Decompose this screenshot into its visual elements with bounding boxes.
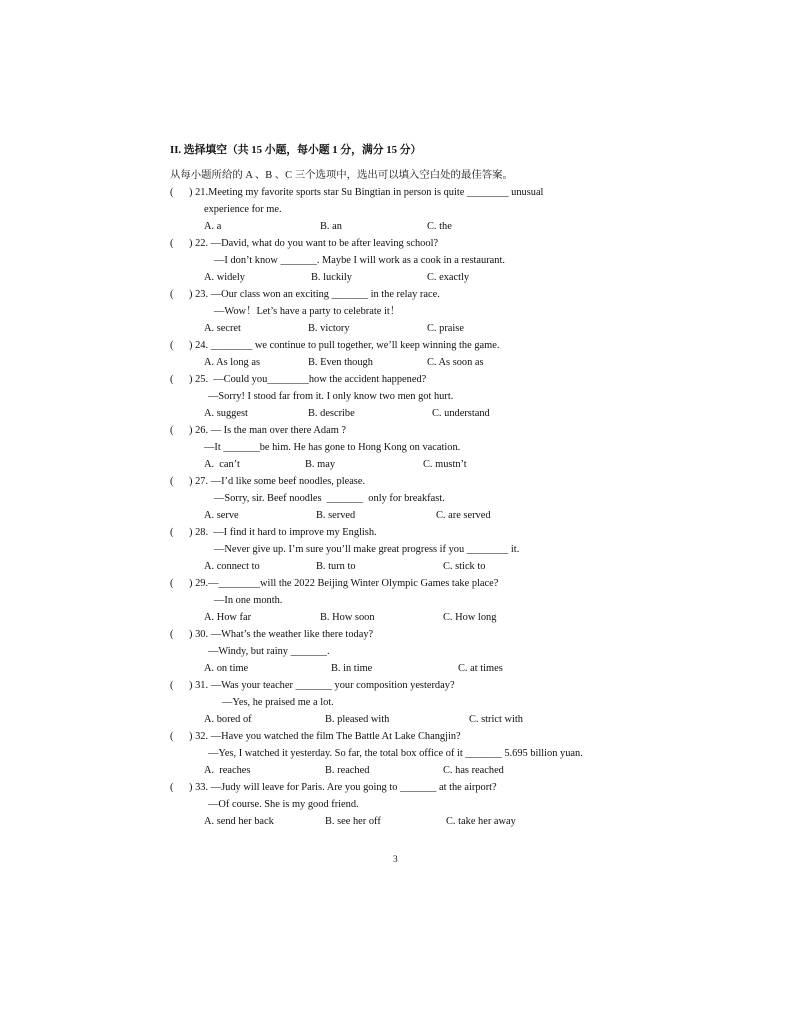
question-continuation: [170, 796, 640, 813]
question-stem: [170, 371, 640, 388]
options-row: [170, 711, 640, 728]
question-text: —Windy, but rainy _______.: [208, 646, 330, 657]
question-stem: [170, 286, 640, 303]
option-a[interactable]: A. serve: [204, 510, 239, 521]
option-b[interactable]: B. How soon: [320, 612, 375, 623]
question-text: —Never give up. I’m sure you’ll make great progress if you ________ it.: [214, 544, 520, 555]
question-stem: [170, 235, 640, 252]
question-stem: [170, 473, 640, 490]
question-text: 21.Meeting my favorite sports star Su Bingtian in person is quite ________ unusual: [195, 187, 544, 198]
options-row: [170, 558, 640, 575]
option-a[interactable]: A. bored of: [204, 714, 252, 725]
answer-bracket[interactable]: ( ): [170, 629, 196, 640]
option-b[interactable]: B. Even though: [308, 357, 373, 368]
question-item: [170, 779, 640, 830]
question-text: —It _______be him. He has gone to Hong Kong on vacation.: [204, 442, 461, 453]
options-row: [170, 762, 640, 779]
answer-bracket[interactable]: ( ): [170, 527, 196, 538]
question-stem: [170, 337, 640, 354]
option-b[interactable]: B. see her off: [325, 816, 381, 827]
option-c[interactable]: C. has reached: [443, 765, 504, 776]
option-a[interactable]: A. can’t: [204, 459, 240, 470]
question-item: [170, 626, 640, 677]
question-stem: [170, 626, 640, 643]
option-a[interactable]: A. secret: [204, 323, 241, 334]
question-continuation: [170, 745, 640, 762]
option-c[interactable]: C. How long: [443, 612, 497, 623]
answer-bracket[interactable]: ( ): [170, 374, 196, 385]
question-item: [170, 184, 640, 235]
option-a[interactable]: A. As long as: [204, 357, 260, 368]
option-a[interactable]: A. send her back: [204, 816, 274, 827]
question-text: —Of course. She is my good friend.: [208, 799, 359, 810]
question-stem: [170, 677, 640, 694]
question-continuation: [170, 303, 640, 320]
option-a[interactable]: A. a: [204, 221, 222, 232]
question-item: [170, 575, 640, 626]
option-c[interactable]: C. exactly: [427, 272, 470, 283]
question-continuation: [170, 643, 640, 660]
option-c[interactable]: C. As soon as: [427, 357, 484, 368]
answer-bracket[interactable]: ( ): [170, 782, 196, 793]
options-row: [170, 269, 640, 286]
question-text: 24. ________ we continue to pull together, we’ll keep winning the game.: [195, 340, 500, 351]
question-text: —Yes, I watched it yesterday. So far, the total box office of it _______ 5.695 billion yuan.: [208, 748, 583, 759]
question-item: [170, 371, 640, 422]
options-row: [170, 354, 640, 371]
question-stem: [170, 184, 640, 201]
question-text: 33. —Judy will leave for Paris. Are you going to _______ at the airport?: [195, 782, 497, 793]
question-text: —Sorry, sir. Beef noodles _______ only for breakfast.: [214, 493, 445, 504]
section-heading: II. 选择填空（共 15 小题，每小题 1 分，满分 15 分）: [170, 144, 422, 156]
answer-bracket[interactable]: ( ): [170, 425, 196, 436]
question-item: [170, 337, 640, 371]
question-continuation: [170, 201, 640, 218]
question-text: 29.—________will the 2022 Beijing Winter Olympic Games take place?: [195, 578, 499, 589]
question-text: 28. —I find it hard to improve my English.: [195, 527, 377, 538]
options-row: [170, 320, 640, 337]
question-continuation: [170, 490, 640, 507]
question-item: [170, 524, 640, 575]
question-continuation: [170, 592, 640, 609]
question-list: [170, 184, 640, 830]
option-c[interactable]: C. understand: [432, 408, 490, 419]
option-b[interactable]: B. describe: [308, 408, 355, 419]
question-text: 31. —Was your teacher _______ your composition yesterday?: [195, 680, 455, 691]
option-b[interactable]: B. served: [316, 510, 356, 521]
option-a[interactable]: A. connect to: [204, 561, 260, 572]
option-a[interactable]: A. suggest: [204, 408, 248, 419]
answer-bracket[interactable]: ( ): [170, 578, 196, 589]
answer-bracket[interactable]: ( ): [170, 340, 196, 351]
question-text: —I don’t know _______. Maybe I will work as a cook in a restaurant.: [214, 255, 505, 266]
answer-bracket[interactable]: ( ): [170, 476, 196, 487]
question-text: 30. —What’s the weather like there today?: [195, 629, 374, 640]
question-text: experience for me.: [204, 204, 282, 215]
option-c[interactable]: C. strict with: [469, 714, 523, 725]
question-text: 32. —Have you watched the film The Battle At Lake Changjin?: [195, 731, 461, 742]
question-item: [170, 473, 640, 524]
question-text: —Wow！Let’s have a party to celebrate it！: [214, 306, 401, 317]
option-a[interactable]: A. How far: [204, 612, 252, 623]
question-text: —In one month.: [214, 595, 283, 606]
question-item: [170, 677, 640, 728]
option-a[interactable]: A. reaches: [204, 765, 251, 776]
question-text: 23. —Our class won an exciting _______ in the relay race.: [195, 289, 440, 300]
question-stem: [170, 728, 640, 745]
question-continuation: [170, 541, 640, 558]
answer-bracket[interactable]: ( ): [170, 731, 196, 742]
question-text: 25. —Could you________how the accident happened?: [195, 374, 427, 385]
question-text: 27. —I’d like some beef noodles, please.: [195, 476, 366, 487]
option-c[interactable]: C. mustn’t: [423, 459, 467, 470]
answer-bracket[interactable]: ( ): [170, 238, 196, 249]
question-item: [170, 422, 640, 473]
options-row: [170, 456, 640, 473]
question-stem: [170, 422, 640, 439]
options-row: [170, 218, 640, 235]
options-row: [170, 660, 640, 677]
question-continuation: [170, 388, 640, 405]
question-item: [170, 286, 640, 337]
answer-bracket[interactable]: ( ): [170, 187, 196, 198]
question-continuation: [170, 252, 640, 269]
question-text: 26. — Is the man over there Adam ?: [195, 425, 347, 436]
option-c[interactable]: C. stick to: [443, 561, 486, 572]
question-stem: [170, 575, 640, 592]
option-c[interactable]: C. take her away: [446, 816, 516, 827]
options-row: [170, 609, 640, 626]
page-number: 3: [393, 855, 398, 865]
option-b[interactable]: B. pleased with: [325, 714, 390, 725]
question-item: [170, 728, 640, 779]
question-item: [170, 235, 640, 286]
answer-bracket[interactable]: ( ): [170, 289, 196, 300]
option-b[interactable]: B. luckily: [311, 272, 352, 283]
option-b[interactable]: B. may: [305, 459, 336, 470]
option-c[interactable]: C. are served: [436, 510, 491, 521]
question-continuation: [170, 694, 640, 711]
option-b[interactable]: B. victory: [308, 323, 350, 334]
option-c[interactable]: C. at times: [458, 663, 503, 674]
question-stem: [170, 779, 640, 796]
question-continuation: [170, 439, 640, 456]
options-row: [170, 813, 640, 830]
question-text: 22. —David, what do you want to be after leaving school?: [195, 238, 439, 249]
option-c[interactable]: C. the: [427, 221, 452, 232]
question-text: —Yes, he praised me a lot.: [222, 697, 334, 708]
option-b[interactable]: B. in time: [331, 663, 373, 674]
options-row: [170, 405, 640, 422]
answer-bracket[interactable]: ( ): [170, 680, 196, 691]
option-b[interactable]: B. an: [320, 221, 342, 232]
option-b[interactable]: B. reached: [325, 765, 370, 776]
question-text: —Sorry! I stood far from it. I only know two men got hurt.: [208, 391, 454, 402]
option-b[interactable]: B. turn to: [316, 561, 356, 572]
option-c[interactable]: C. praise: [427, 323, 464, 334]
option-a[interactable]: A. on time: [204, 663, 249, 674]
options-row: [170, 507, 640, 524]
question-stem: [170, 524, 640, 541]
option-a[interactable]: A. widely: [204, 272, 245, 283]
section-instruction: 从每小题所给的 A 、B 、C 三个选项中，选出可以填入空白处的最佳答案。: [170, 170, 513, 181]
